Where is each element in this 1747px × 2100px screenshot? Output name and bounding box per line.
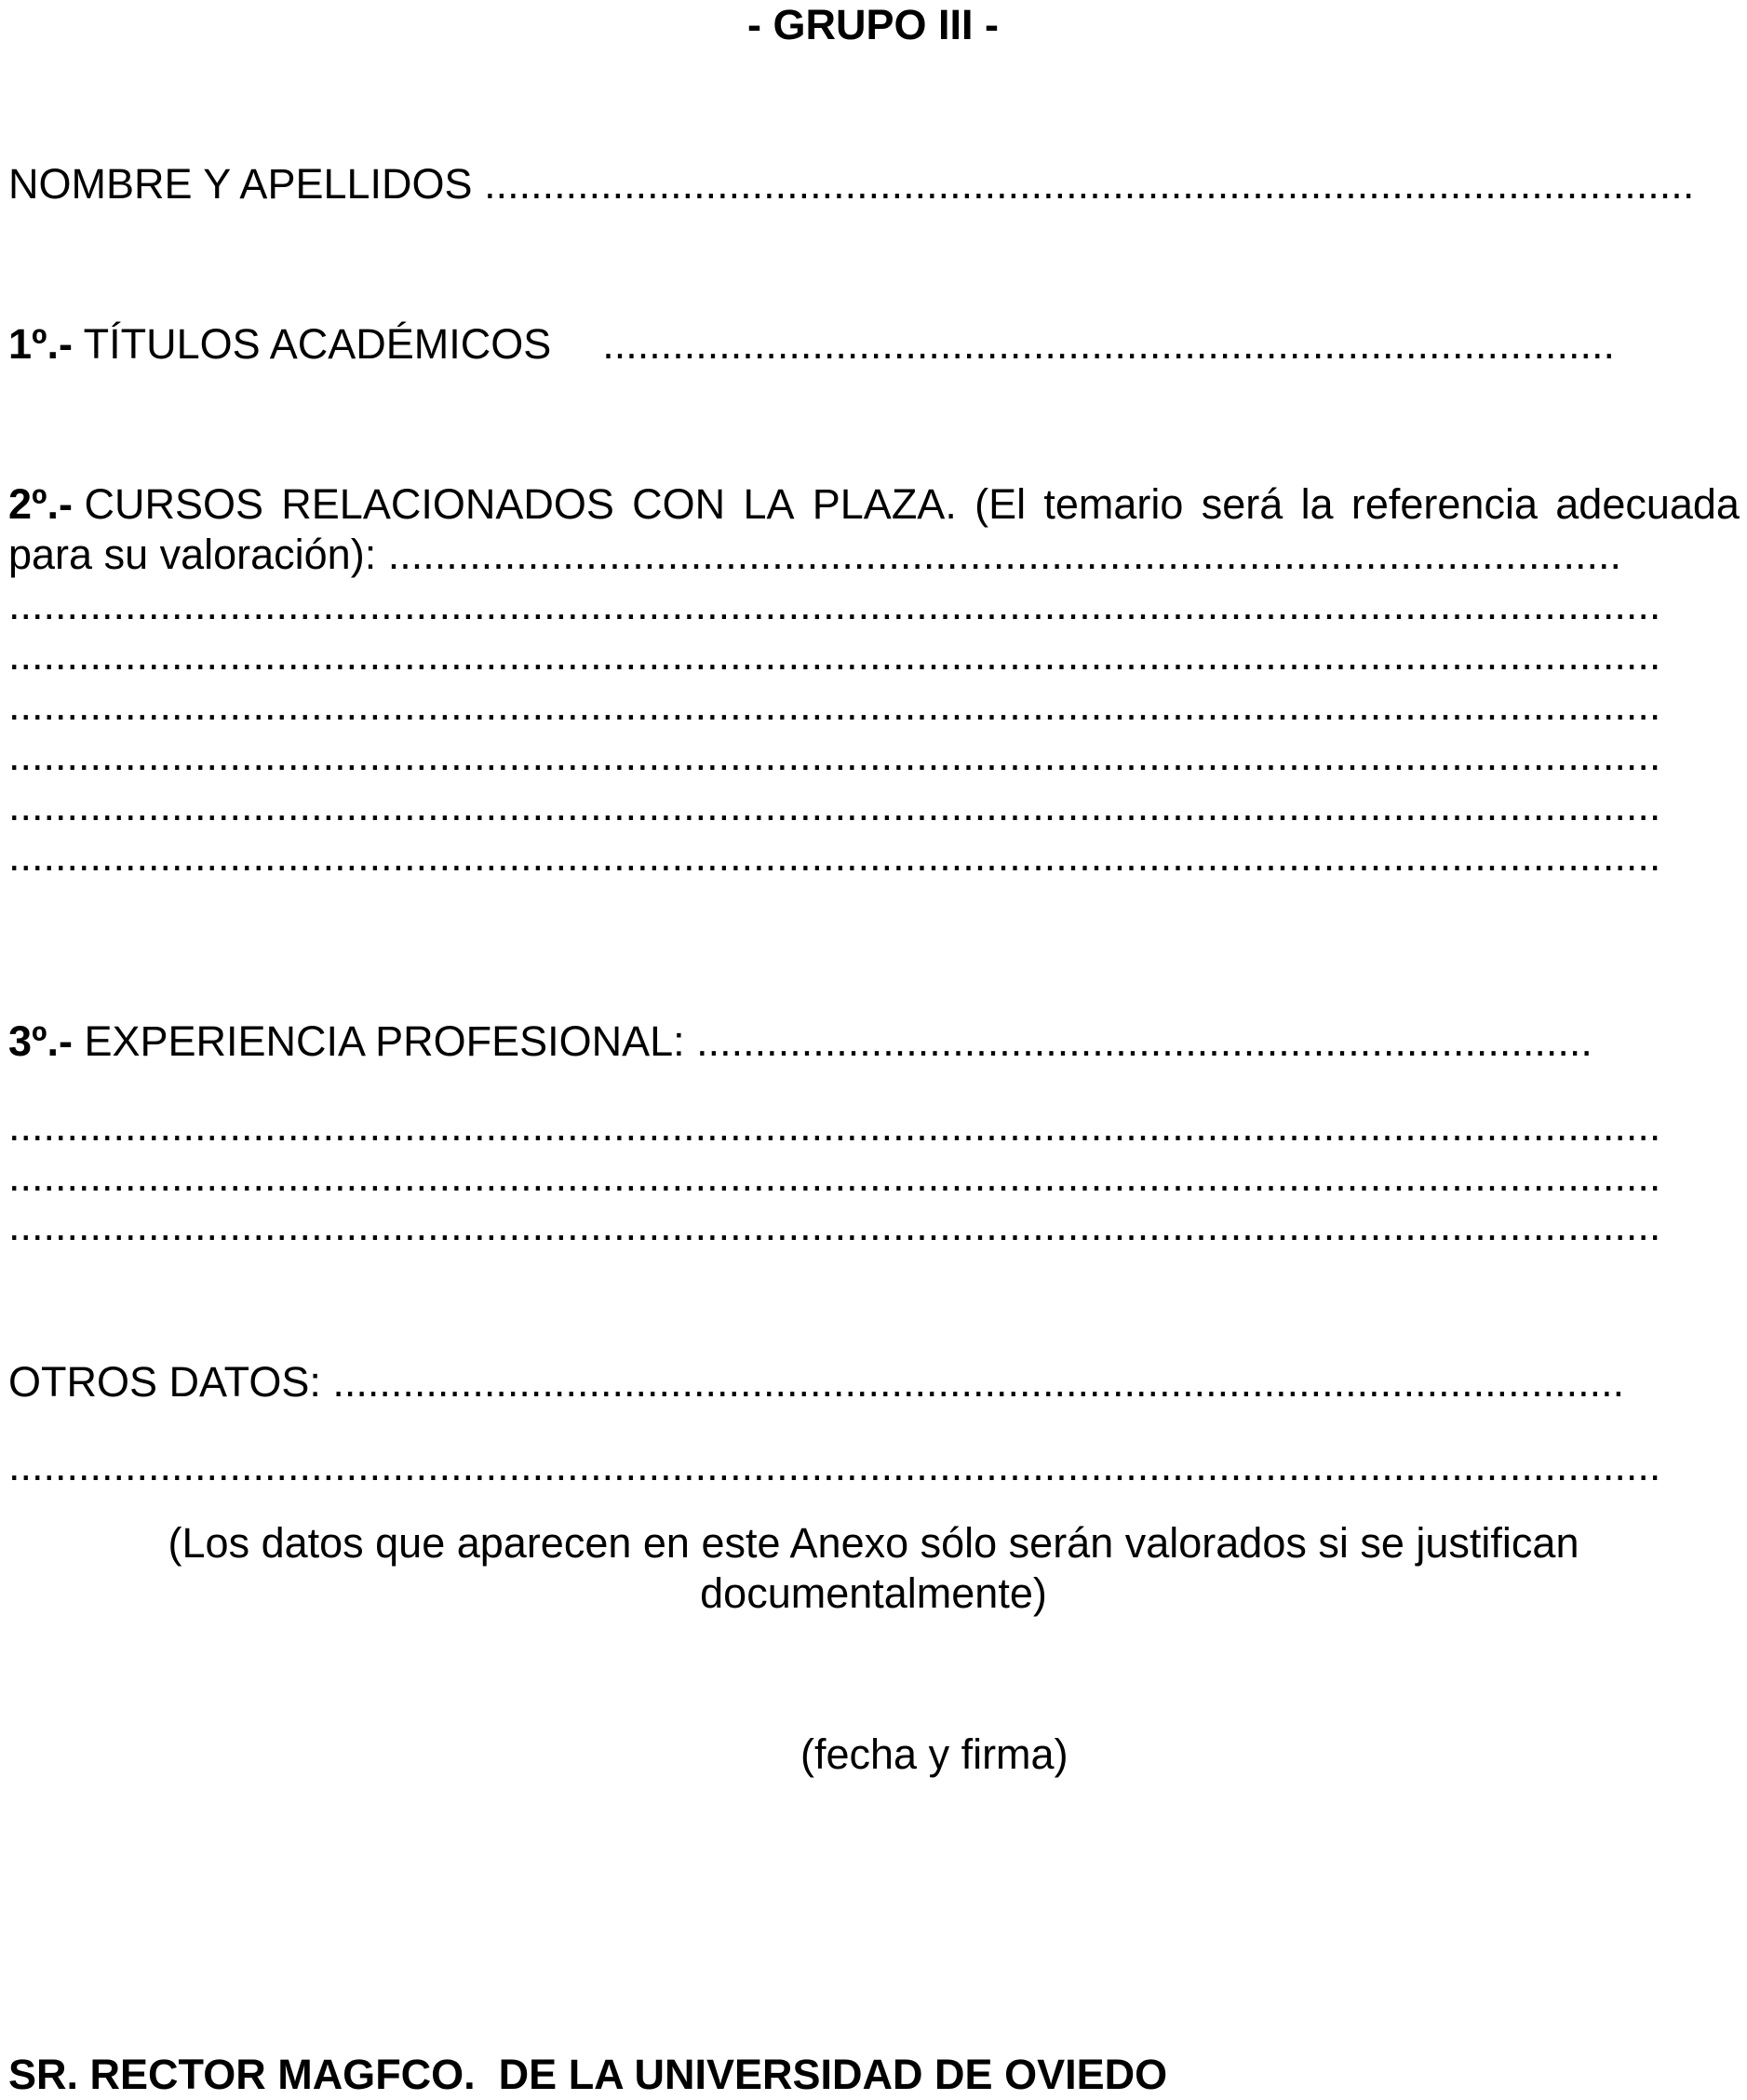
cursos-word: PLAZA. [812, 480, 957, 528]
nombre-label: NOMBRE Y APELLIDOS [8, 160, 473, 208]
cursos-word: la [1300, 480, 1334, 528]
cursos-word: referencia [1351, 480, 1538, 528]
titulos-dots: ....................................................................................... [602, 320, 1615, 368]
titulos-number: 1º.- [8, 320, 73, 368]
cursos-line2-label: para su valoración): [8, 531, 377, 578]
cursos-word: RELACIONADOS [281, 480, 614, 528]
cursos-row-1 [8, 479, 1740, 530]
otros-dots: ............................................................................................................... [332, 1358, 1625, 1406]
cursos-line2-dots: .......................................................................................................... [387, 531, 1621, 578]
nombre-row [8, 159, 1740, 209]
cursos-dot-line: .............................................................................................................................................. [8, 832, 1661, 880]
cursos-row-2 [8, 530, 1740, 580]
cursos-word: (El [974, 480, 1027, 528]
note-line-2: documentalmente) [700, 1569, 1047, 1617]
cursos-dot-line: .............................................................................................................................................. [8, 782, 1661, 829]
note-line-1: (Los datos que aparecen en este Anexo sólo serán valorados si se justifican [168, 1519, 1579, 1567]
cursos-dot-line: .............................................................................................................................................. [8, 681, 1661, 729]
otros-dot-line: .............................................................................................................................................. [8, 1442, 1661, 1489]
cursos-dot-line: .............................................................................................................................................. [8, 631, 1661, 679]
experiencia-dot-line: .............................................................................................................................................. [8, 1102, 1661, 1150]
cursos-word: temario [1043, 480, 1184, 528]
signature-label: (fecha y firma) [800, 1730, 1068, 1778]
cursos-word: adecuada [1555, 480, 1740, 528]
titulos-label: TÍTULOS ACADÉMICOS [83, 320, 552, 368]
cursos-word: CON [632, 480, 726, 528]
experiencia-dot-line: .............................................................................................................................................. [8, 1152, 1661, 1200]
experiencia-label: EXPERIENCIA PROFESIONAL: [84, 1017, 685, 1065]
nombre-dots: ........................................................................................................ [484, 160, 1695, 208]
page-title: - GRUPO III - [747, 1, 999, 48]
cursos-word: será [1201, 480, 1283, 528]
otros-row [8, 1357, 1740, 1407]
cursos-number: 2º.- [8, 480, 73, 528]
otros-label: OTROS DATOS: [8, 1358, 321, 1406]
experiencia-row [8, 1016, 1740, 1067]
experiencia-dot-line: .............................................................................................................................................. [8, 1202, 1661, 1249]
experiencia-dots: ............................................................................. [696, 1017, 1592, 1065]
cursos-number-wrap [8, 479, 263, 530]
footer-addressee: SR. RECTOR MAGFCO. DE LA UNIVERSIDAD DE OVIEDO [8, 2051, 1168, 2098]
cursos-word: CURSOS [84, 480, 263, 528]
titulos-row [8, 319, 1740, 370]
cursos-word: LA [743, 480, 795, 528]
cursos-dot-line: .............................................................................................................................................. [8, 732, 1661, 779]
cursos-dot-line: .............................................................................................................................................. [8, 581, 1661, 628]
experiencia-number: 3º.- [8, 1017, 73, 1065]
